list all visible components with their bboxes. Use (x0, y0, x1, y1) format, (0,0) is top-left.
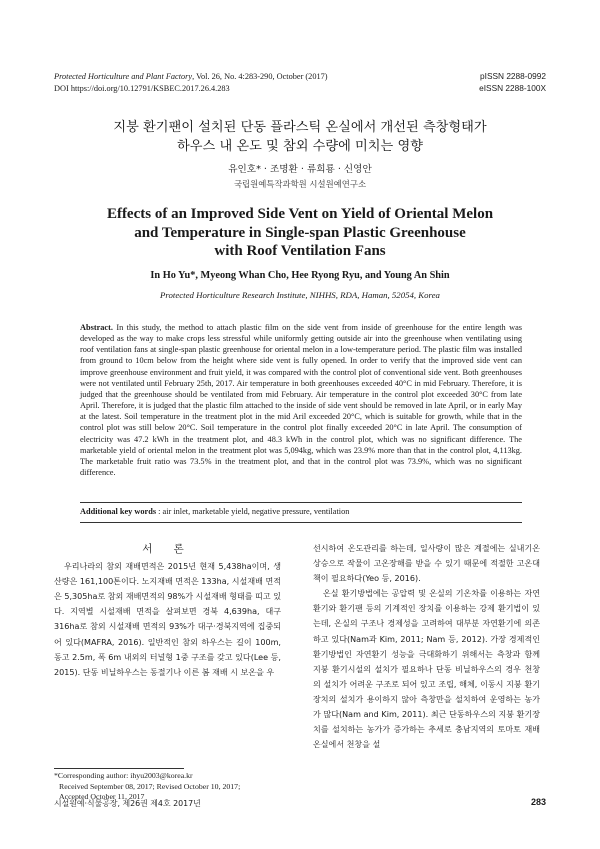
abstract-divider-bottom (80, 522, 522, 523)
english-title-line: Effects of an Improved Side Vent on Yield of Oriental Melon (106, 206, 494, 222)
body-paragraph: 온실 환기방법에는 공압력 및 온실의 기온차를 이용하는 자연환기와 환기팬 등의 기계적인 장치를 이용하는 강제 환기법이 있는데, 온실의 구조나 경제성을 고려하여 대부분 자연환기에 의존하고 있다(Nam과 Kim, 2011; Nam 등, 2012). 가장 경제적인 환기방법인 자연환기 성능을 극대화하기 위해서는 측창과 함께 지붕 환기시설의 설치가 필요하나 단동 비닐하우스의 경우 천창의 설치가 어려운 구조로 되어 있고 조립, 해체, 이동시 지붕 환기장치의 설치가 용이하지 않아 측창만을 설치하여 운영하는 농가가 많다(Nam and Kim, 2011). 최근 단동하우스의 지붕 환기장치를 설치하는 농가가 증가하는 추세로 충남지역의 토마토 재배 온실에서 천창을 설 (313, 589, 540, 750)
footer-journal: 시설원예·식물공장, 제26권 제4호 2017년 (54, 799, 201, 808)
corresponding-author: *Corresponding author: ihyu2003@korea.kr (54, 771, 193, 780)
section-title: 서 론 (142, 543, 193, 555)
korean-affiliation: 국립원예특작과학원 시설원예연구소 (233, 179, 367, 189)
received-date: Received September 08, 2017; Revised October 10, 2017; (59, 781, 241, 791)
journal-name: Protected Horticulture and Plant Factory (54, 72, 193, 81)
korean-title-line: 하우스 내 온도 및 참외 수량에 미치는 영향 (177, 139, 423, 154)
keywords-label: Additional key words (80, 507, 157, 516)
english-title (40, 205, 560, 261)
journal-volume: , Vol. 26, No. 4:283-290, October (2017) (192, 72, 328, 81)
keywords-text: : air inlet, marketable yield, negative pressure, ventilation (156, 507, 350, 516)
page-number: 283 (530, 797, 546, 807)
korean-authors: 유인호* · 조명환 · 류희룡 · 신영안 (228, 164, 372, 175)
english-authors: In Ho Yu*, Myeong Whan Cho, Hee Ryong Ryu, and Young An Shin (150, 270, 450, 281)
pissn: pISSN 2288-0992 (480, 71, 546, 81)
journal-citation (54, 71, 328, 83)
abstract-text: In this study, the method to attach plastic film on the side vent from inside of greenhouse for the entire length was developed as the way to make crops less stressful while uniformly getting outside air into the greenhouse when ventilating using roof ventilation fans at single-span plastic greenhouse for oriental melon in a low-temperature period. The plastic film was installed from ground to 10cm below from the height where side vent is fully opened. In order to verify that the improved side vent can improve greenhouse environment and fruit yield, it was compared with the control plot of conventional side vent. Both greenhouses were not ventilated until February 25th, 2017. Air temperature in both greenhouses exceeded 40°C in mid February. Therefore, it is judged that the greenhouse should be ventilated from mid February. Air temperature in the control plot exceeded 30°C from late April. Therefore, it is judged that the plastic film attached to the inside of side vent should be removed in late April, or in early May at the latest. Soil temperature in the treatment plot in the mid Aril exceeded 20°C, which is suitable for growth, while that in the control plot was still below 20°C. Soil temperature in the control plot finally exceeded 20°C in late April. The consumption of electricity was 47.2 kWh in the treatment plot, and 48.3 kWh in the control plot, which was no significant difference. The marketable yield of oriental melon in the treatment plot was 5,094kg, which was 23.9% more than that in the control plot, 4,113kg. The marketable fruit ratio was 73.5% in the treatment plot, and that in the control plot was 73.9%, which was no significant difference. (80, 323, 522, 478)
english-title-line: with Roof Ventilation Fans (214, 243, 386, 260)
abstract (80, 322, 522, 478)
body-paragraph: 선시하여 온도관리를 하는데, 일사량이 많은 계절에는 실내기온 상승으로 작물이 고온장해를 받을 수 있기 때문에 적절한 고온대책이 필요하다(Yeo 등, 2016). (313, 544, 540, 584)
keywords (80, 507, 522, 516)
english-affiliation: Protected Horticulture Research Institute, NIHHS, RDA, Haman, 52054, Korea (160, 290, 440, 300)
journal-header (54, 71, 328, 94)
eissn: eISSN 2288-100X (479, 82, 546, 93)
korean-title (40, 118, 560, 156)
korean-title-line: 지붕 환기팬이 설치된 단동 플라스틱 온실에서 개선된 측창형태가 (113, 120, 487, 135)
accepted-date: Accepted October 11, 2017 (59, 792, 145, 802)
english-title-line: and Temperature in Single-span Plastic Greenhouse (134, 224, 466, 241)
right-column (313, 541, 540, 752)
footnote-divider (54, 768, 184, 769)
abstract-label: Abstract. (80, 323, 113, 332)
body-paragraph: 우리나라의 참외 재배면적은 2015년 현재 5,438ha이며, 생산량은 161,100톤이다. 노지재배 면적은 133ha, 시설재배 면적은 5,305ha로 참외 재배면적의 98%가 시설재배 형태를 띠고 있다. 지역별 시설재배 면적을 살펴보면 경북 4,639ha, 대구 316ha로 참외 시설재배 면적의 93%가 대구·경북지역에 집중되어 있다(MAFRA, 2016). 일반적인 참외 하우스는 길이 100m, 동고 2.5m, 폭 6m 내외의 터널형 1중 구조를 갖고 있다(Lee 등, 2015). 단동 비닐하우스는 동절기나 이른 봄 재배 시 보온을 우 (54, 562, 281, 677)
left-column (54, 542, 281, 680)
abstract-divider-top (80, 502, 522, 503)
doi-link[interactable]: DOI https://doi.org/10.12791/KSBEC.2017.26.4.283 (54, 83, 230, 93)
issn-block (479, 71, 546, 94)
